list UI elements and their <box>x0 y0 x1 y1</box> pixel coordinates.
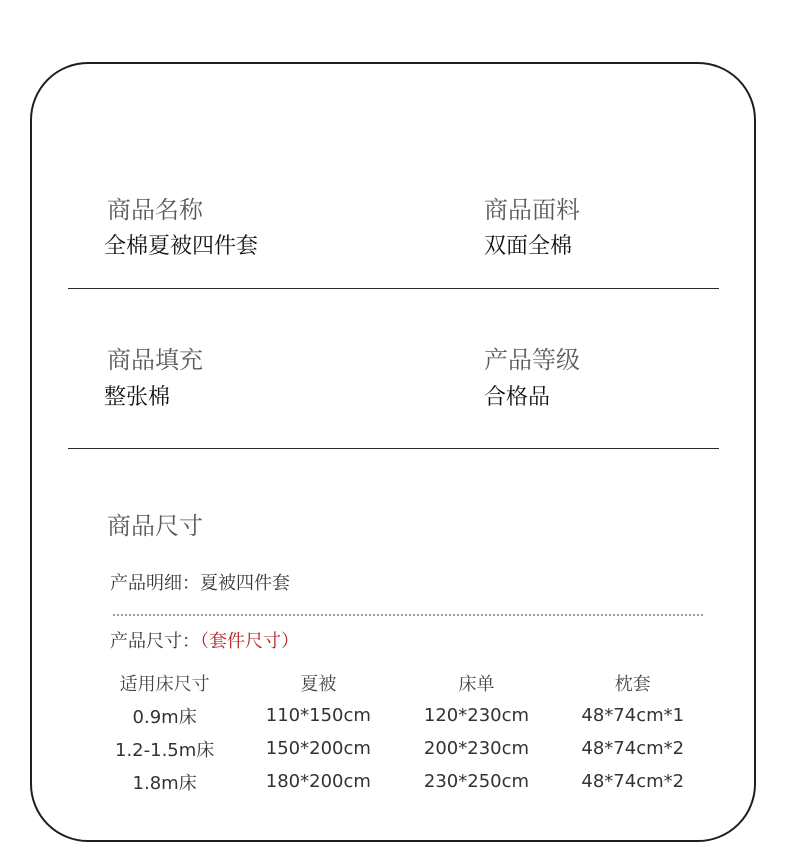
spec-value-fabric: 双面全棉 <box>484 234 573 259</box>
product-size <box>110 630 299 654</box>
table-header-row <box>90 666 710 699</box>
table-cell: 48*74cm*2 <box>581 738 685 759</box>
size-table <box>90 666 710 798</box>
table-cell: 200*230cm <box>423 738 530 759</box>
table-cell: 1.2-1.5m床 <box>115 739 215 761</box>
table-cell: 230*250cm <box>423 771 530 792</box>
divider <box>68 448 719 449</box>
table-cell: 120*230cm <box>423 705 530 726</box>
table-cell: 0.9m床 <box>132 706 197 728</box>
spec-label-name: 商品名称 <box>107 196 203 224</box>
size-label: 产品尺寸： <box>110 631 200 652</box>
detail-value: 夏被四件套 <box>200 573 290 594</box>
column-header: 夏被 <box>300 673 337 695</box>
spec-value-filling: 整张棉 <box>104 385 171 410</box>
dotted-divider <box>113 614 703 616</box>
spec-label-grade: 产品等级 <box>484 346 580 374</box>
table-row <box>90 699 710 732</box>
table-row <box>90 765 710 798</box>
spec-label-fabric: 商品面料 <box>484 196 580 224</box>
table-cell: 180*200cm <box>265 771 371 792</box>
table-cell: 110*150cm <box>265 705 371 726</box>
column-header: 枕套 <box>614 673 651 695</box>
spec-value-grade: 合格品 <box>484 385 551 410</box>
spec-value-name: 全棉夏被四件套 <box>104 234 259 259</box>
spec-label-filling: 商品填充 <box>107 346 203 374</box>
column-header: 适用床尺寸 <box>119 673 210 695</box>
column-header: 床单 <box>458 673 495 695</box>
product-detail <box>110 572 290 596</box>
table-cell: 1.8m床 <box>132 772 197 794</box>
size-note: （套件尺寸） <box>200 631 299 652</box>
detail-label: 产品明细： <box>110 573 200 594</box>
table-cell: 48*74cm*2 <box>581 771 685 792</box>
size-section-title: 商品尺寸 <box>107 512 203 540</box>
table-cell: 48*74cm*1 <box>581 705 685 726</box>
divider <box>68 288 719 289</box>
table-row <box>90 732 710 765</box>
table-cell: 150*200cm <box>265 738 371 759</box>
